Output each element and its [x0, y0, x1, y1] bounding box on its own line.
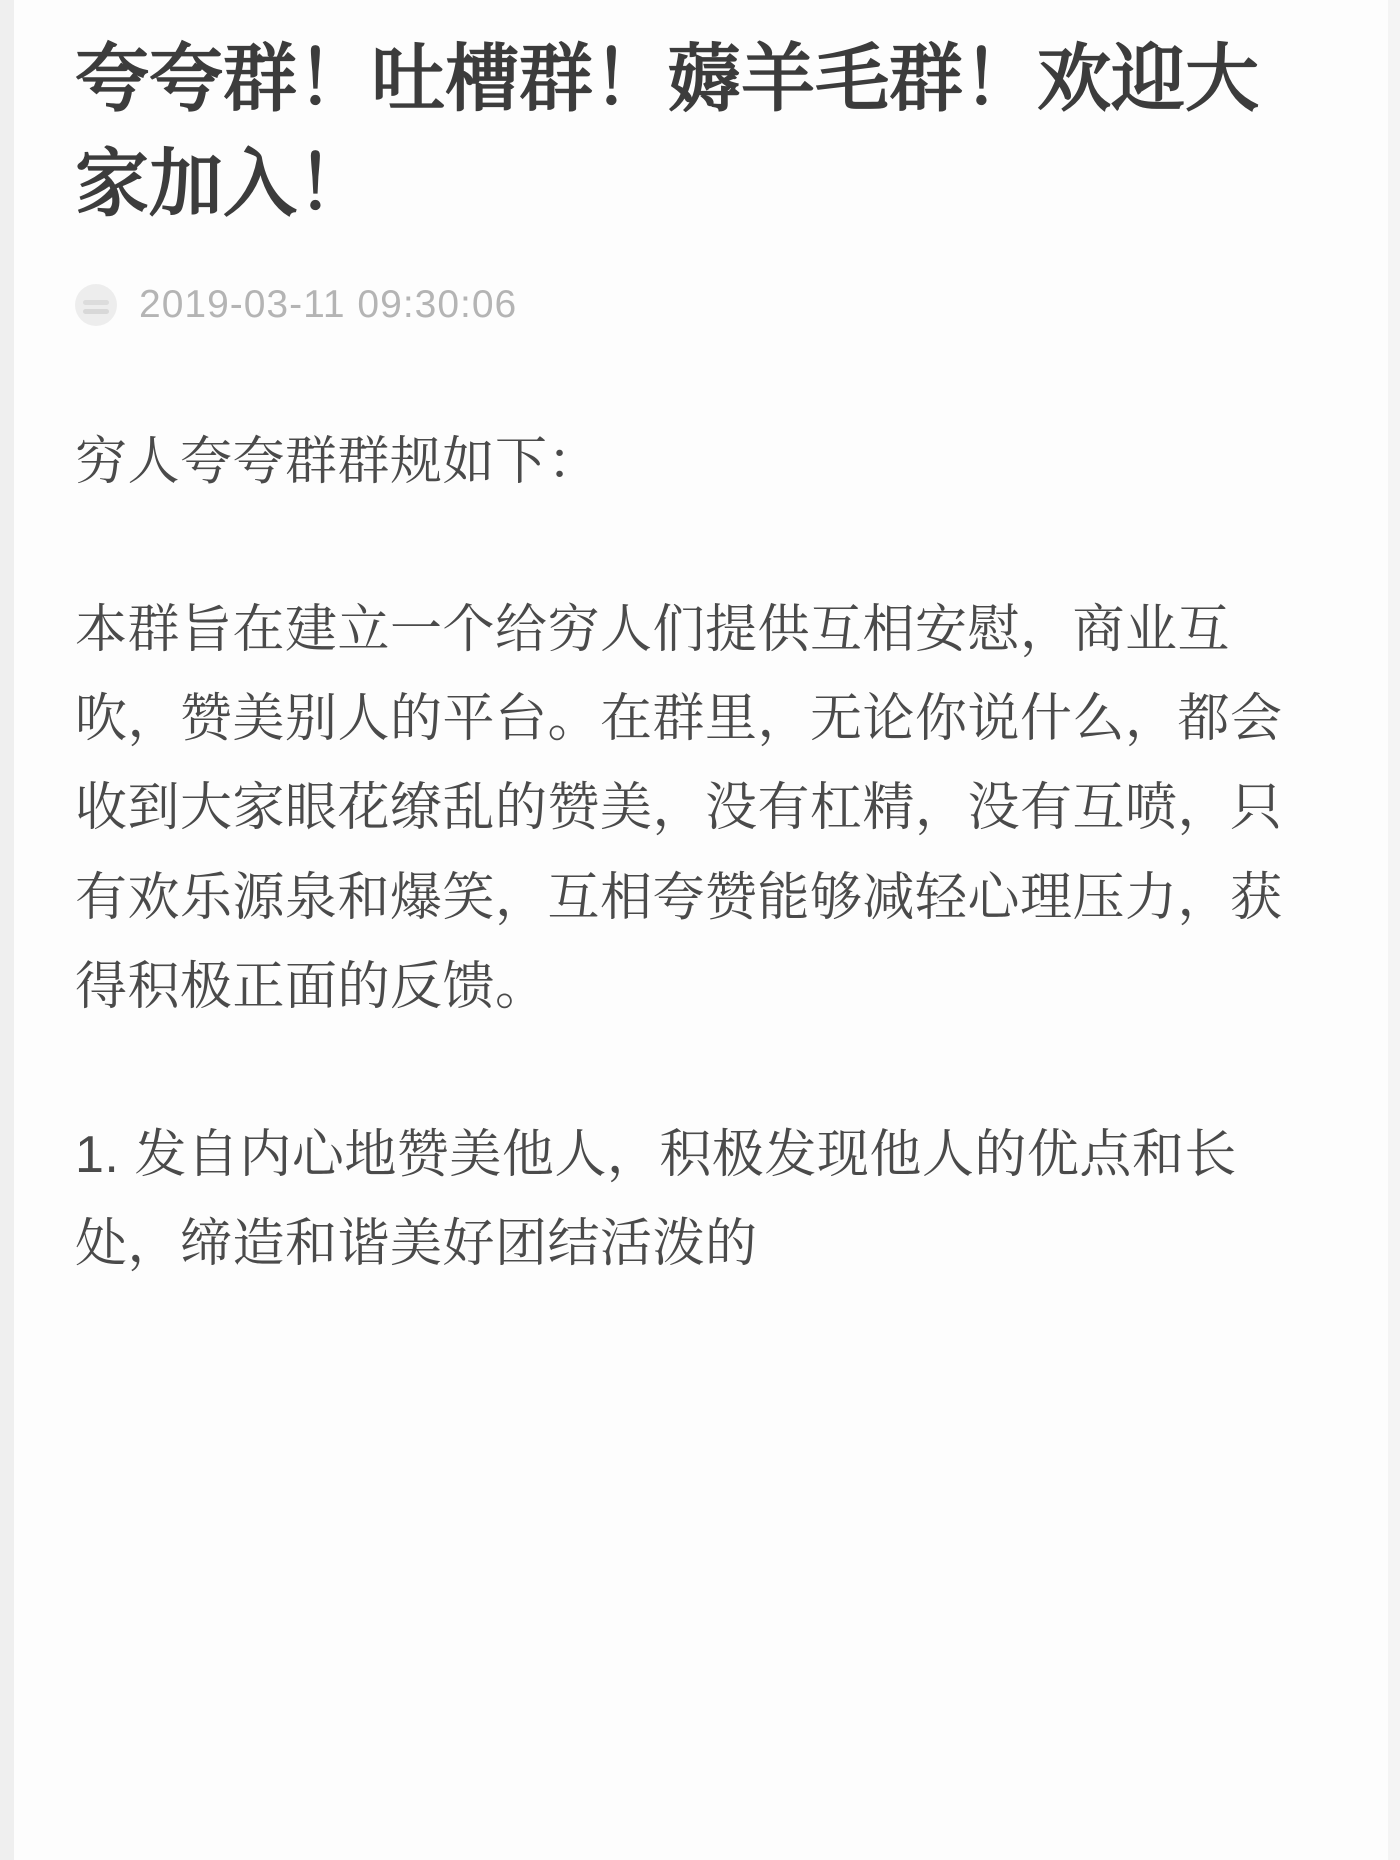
avatar	[75, 284, 117, 326]
page-left-edge	[0, 0, 14, 1860]
page-right-edge	[1388, 0, 1400, 1860]
paragraph: 本群旨在建立一个给穷人们提供互相安慰，商业互吹，赞美别人的平台。在群里，无论你说什么，都会收到大家眼花缭乱的赞美，没有杠精，没有互喷，只有欢乐源泉和爆笑，互相夸赞能够减轻心理压力，获得积极正面的反馈。	[75, 600, 1283, 1017]
timestamp: 2019-03-11 09:30:06	[139, 283, 518, 327]
page-title: 夸夸群！吐槽群！薅羊毛群！欢迎大家加入！	[75, 37, 1259, 226]
article-meta	[75, 278, 1305, 332]
paragraph: 穷人夸夸群群规如下：	[75, 433, 601, 492]
article-body	[75, 418, 1305, 1290]
paragraph: 1. 发自内心地赞美他人，积极发现他人的优点和长处，缔造和谐美好团结活泼的	[75, 1125, 1237, 1274]
